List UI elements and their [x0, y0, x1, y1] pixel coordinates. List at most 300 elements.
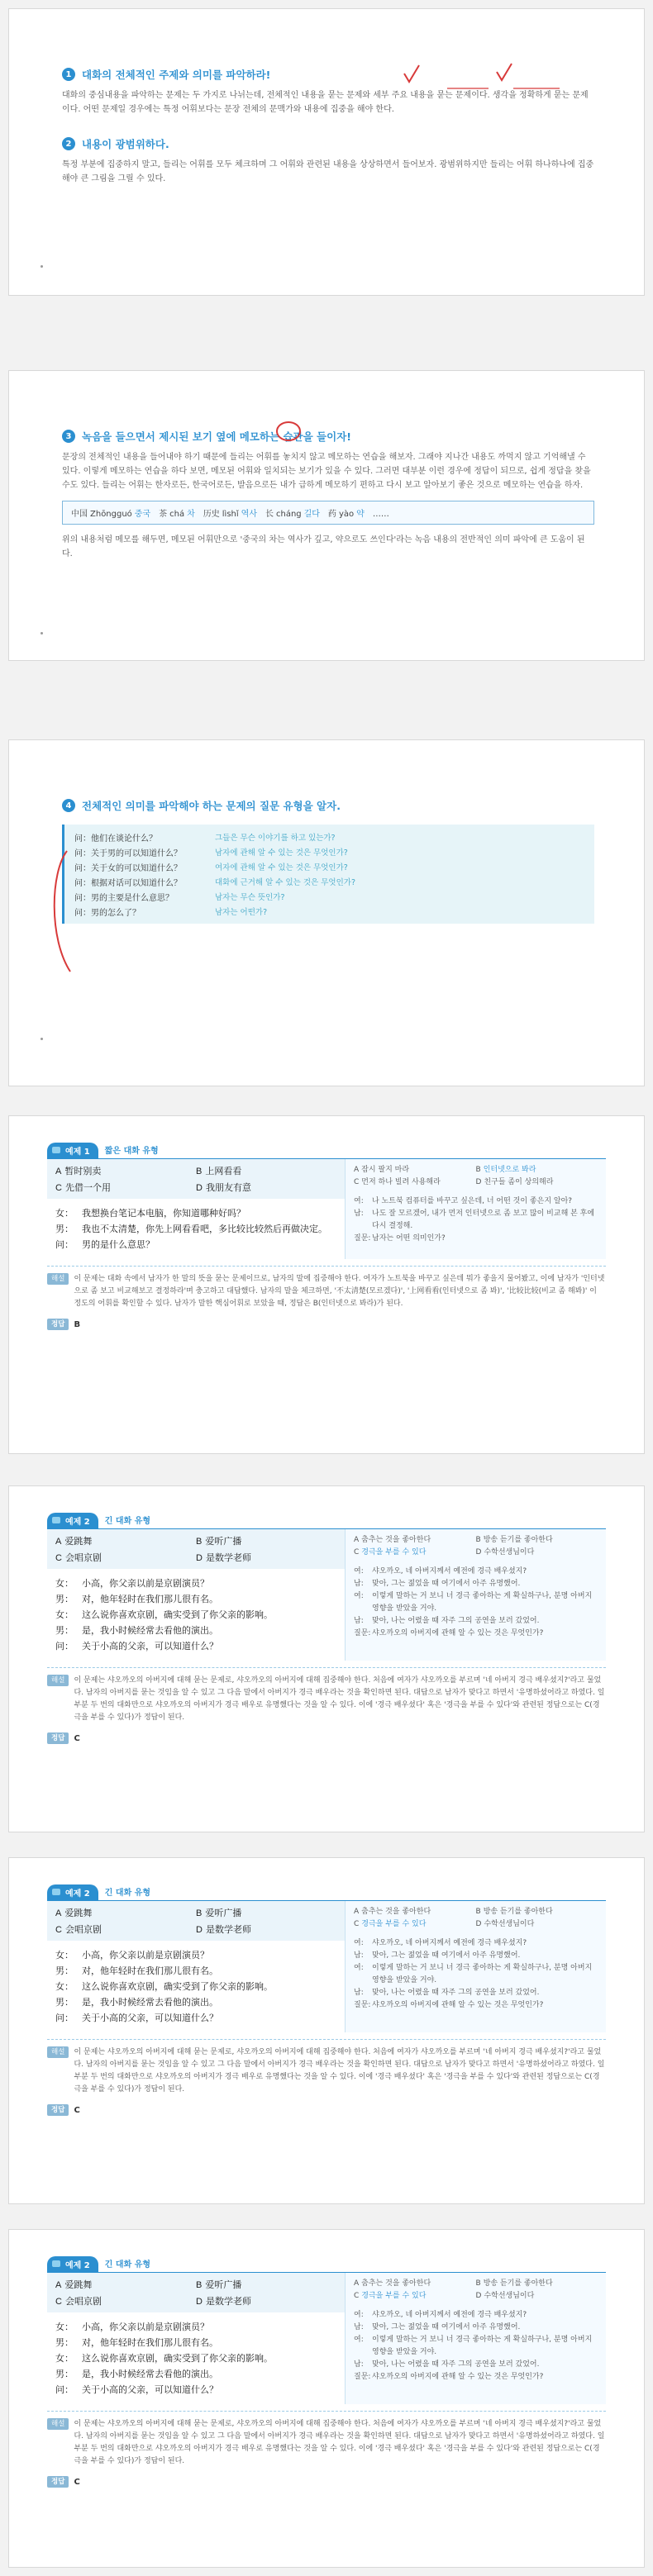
- pinyin-example-box: [62, 501, 594, 525]
- answer-options: [47, 1529, 345, 1569]
- speaker: 남:: [354, 1617, 364, 1625]
- option-letter: B: [196, 1167, 203, 1176]
- explanation-badge: 해설: [47, 2418, 69, 2430]
- option-text: 수학선생님이다: [484, 1920, 535, 1928]
- question-types-box: [62, 825, 594, 924]
- example-header: [47, 1511, 606, 1529]
- pinyin-romanization: yào: [338, 510, 355, 519]
- translated-dialog-line: [354, 1566, 598, 1578]
- option-text: 会唱京剧: [64, 2296, 102, 2307]
- section-number: 1: [62, 68, 75, 81]
- translated-dialog-line: [354, 2334, 598, 2359]
- option-text: 会唱京剧: [64, 1924, 102, 1935]
- explanation: [47, 2411, 606, 2468]
- speaker: 여:: [354, 1197, 364, 1205]
- page-example-1: [8, 1115, 645, 1454]
- option-text: 춤추는 것을 좋아한다: [361, 1908, 431, 1916]
- dialog-line: [55, 1237, 336, 1252]
- option-text: 잠시 팔지 마라: [361, 1166, 410, 1174]
- translated-options: [354, 1164, 598, 1189]
- translated-option-row: [354, 1918, 598, 1931]
- option-text: 방송 듣기를 좋아한다: [483, 2279, 553, 2288]
- answer-options: [47, 2273, 345, 2312]
- section-2-paragraph: 특정 부분에 집중하지 말고, 들리는 어휘를 모두 체크하며 그 어휘와 관련된 내용을 상상하면서 들어보자. 광범위하지만 들리는 어휘 하나하나에 집중해야 큰 그림을 그릴 수 있다.: [62, 160, 594, 183]
- translated-option: [354, 1176, 476, 1189]
- option: [55, 1922, 196, 1936]
- speaker: 女：: [55, 1578, 74, 1589]
- utterance: 这么说你喜欢京剧，确实受到了你父亲的影响。: [82, 2353, 273, 2364]
- pinyin-korean: 약: [356, 510, 365, 519]
- option-text: 爱跳舞: [64, 1908, 93, 1918]
- page-1: [8, 8, 645, 296]
- question-chinese: 问：男的怎么了？: [74, 908, 141, 918]
- question-chinese: 问：他们在谈论什么？: [74, 834, 157, 844]
- option-letter: B: [196, 2280, 203, 2290]
- question-type-row: [74, 889, 584, 904]
- dialog-line: [55, 1979, 336, 1994]
- option-row: [55, 1921, 336, 1937]
- pinyin-korean: 길다: [303, 510, 320, 519]
- question-type-row: [74, 829, 584, 844]
- section-4-heading: [62, 798, 594, 813]
- speaker: 남:: [354, 1580, 364, 1588]
- utterance: 샤오까오의 아버지에 관해 알 수 있는 것은 무엇인가?: [372, 2373, 544, 2381]
- pinyin-korean: 중국: [134, 510, 151, 519]
- translated-option: [354, 2290, 476, 2303]
- option-letter: D: [196, 1553, 203, 1563]
- option-letter: A: [354, 1166, 360, 1174]
- page-example-2: [8, 1485, 645, 1832]
- translated-option-row: [354, 1906, 598, 1918]
- option-letter: C: [354, 2292, 360, 2300]
- speaker: 남:: [354, 1989, 364, 1997]
- option-row: [55, 2276, 336, 2293]
- question-chinese: 问：关于女的可以知道什么？: [74, 863, 182, 873]
- pinyin-korean: 역사: [241, 510, 257, 519]
- question-korean: 남자에 관해 알 수 있는 것은 무엇인가?: [215, 848, 348, 858]
- speaker: 남:: [354, 1951, 364, 1960]
- speaker: 男：: [55, 2337, 74, 2348]
- option-letter: A: [55, 1537, 62, 1547]
- option-letter: C: [55, 1183, 62, 1193]
- translated-option: [354, 1547, 476, 1559]
- translated-option-row: [354, 2290, 598, 2303]
- speaker: 问：: [55, 2384, 74, 2395]
- example-tag: 예제 2: [47, 1513, 98, 1528]
- speaker: 질문:: [354, 1629, 371, 1637]
- translated-option: [476, 1547, 598, 1559]
- option: [196, 1164, 336, 1177]
- utterance: 关于小高的父亲，可以知道什么？: [82, 1641, 218, 1652]
- option-letter: D: [196, 1183, 203, 1193]
- explanation: [47, 1266, 606, 1310]
- section-3-heading: [62, 429, 594, 444]
- question-korean: 남자는 무슨 뜻인가?: [215, 893, 285, 902]
- section-1-paragraph: 대화의 중심내용을 파악하는 문제는 두 가지로 나뉘는데, 전체적인 내용을 묻는 문제와 세부 주요 내용을 묻는 문제이다. 생각을 정확하게 묻는 문제이다. 어떤 문제일 경우에는 특정 어휘보다는 문장 전체의 문맥가와 내용에 집중을 해야 한다.: [62, 91, 589, 114]
- example-header: [47, 1883, 606, 1901]
- section-title: 녹음을 들으면서 제시된 보기 옆에 메모하는 습관을 들이자!: [82, 430, 351, 443]
- option-text: 爱跳舞: [64, 1536, 93, 1547]
- question-chinese: 问：根据对话可以知道什么？: [74, 878, 182, 888]
- answer: [47, 1732, 606, 1744]
- pinyin-hanzi: 茶: [159, 510, 168, 519]
- option-letter: A: [55, 1908, 62, 1918]
- translated-option: [476, 1918, 598, 1931]
- option-letter: B: [196, 1908, 203, 1918]
- option-text: 是数学老师: [205, 2296, 251, 2307]
- translated-dialog: [354, 2309, 598, 2384]
- translation-panel: [345, 2273, 606, 2404]
- translation-panel: [345, 1529, 606, 1661]
- section-2-heading: [62, 136, 594, 151]
- section-1-heading: [62, 67, 594, 82]
- option-letter: D: [475, 2292, 482, 2300]
- utterance: 맞아, 그는 젊었을 때 여기에서 아주 유명했어.: [372, 1951, 521, 1960]
- option: [196, 1551, 336, 1564]
- speaker: 남:: [354, 1210, 364, 1218]
- translated-dialog-line: [354, 1987, 598, 1999]
- option-text: 上网看看: [205, 1166, 242, 1176]
- utterance: 是，我小时候经常去看他的演出。: [82, 1997, 218, 2008]
- option-text: 爱听广播: [205, 2279, 242, 2290]
- option-text: 是数学老师: [205, 1552, 251, 1563]
- option-text: 친구들 좀이 상의해라: [484, 1178, 554, 1186]
- translated-dialog-line: [354, 1208, 598, 1233]
- translated-option: [476, 1906, 598, 1918]
- option-letter: A: [354, 1536, 360, 1544]
- option-letter: C: [354, 1548, 360, 1557]
- pinyin-hanzi: 药: [327, 510, 336, 519]
- option-text: 爱跳舞: [64, 2279, 93, 2290]
- option: [55, 2278, 196, 2291]
- utterance: 맞아, 나는 어렸을 때 자주 그의 공연을 보러 갔었어.: [372, 2360, 540, 2369]
- translated-option-row: [354, 2278, 598, 2290]
- option-letter: A: [55, 1167, 62, 1176]
- example-header: [47, 2255, 606, 2273]
- option-letter: A: [55, 2280, 62, 2290]
- dialog-line: [55, 1591, 336, 1607]
- speaker: 남:: [354, 2323, 364, 2331]
- utterance: 맞아, 그는 젊었을 때 여기에서 아주 유명했어.: [372, 2323, 521, 2331]
- section-number: 4: [62, 799, 75, 812]
- answer: [47, 2476, 606, 2488]
- dialog: [47, 2312, 345, 2404]
- utterance: 小高，你父亲以前是京剧演员？: [82, 1578, 209, 1589]
- utterance: 是，我小时候经常去看他的演出。: [82, 1625, 218, 1636]
- utterance: 남자는 어떤 의미인가?: [372, 1234, 446, 1243]
- utterance: 这么说你喜欢京剧，确实受到了你父亲的影响。: [82, 1981, 273, 1992]
- speaker: 女：: [55, 1950, 74, 1961]
- page-example-2: [8, 1857, 645, 2204]
- example-grid: [47, 1901, 606, 2032]
- translated-dialog-line: [354, 2371, 598, 2384]
- utterance: 맞아, 나는 어렸을 때 자주 그의 공연을 보러 갔었어.: [372, 1617, 540, 1625]
- answer-badge: 정답: [47, 1319, 69, 1330]
- option-text: 爱听广播: [205, 1908, 242, 1918]
- speaker: 女：: [55, 1609, 74, 1620]
- pinyin-korean: 차: [187, 510, 195, 519]
- translated-dialog: [354, 1937, 598, 2012]
- option: [55, 1906, 196, 1919]
- example-tag: 예제 1: [47, 1143, 98, 1158]
- speaker: 女：: [55, 1208, 74, 1219]
- option-letter: B: [475, 1166, 481, 1174]
- utterance: 我想换台笔记本电脑，你知道哪种好吗？: [82, 1208, 245, 1219]
- question-type-row: [74, 844, 584, 859]
- option: [55, 1164, 196, 1177]
- option-row: [55, 1533, 336, 1549]
- explanation: [47, 2039, 606, 2096]
- option-text: 경극을 부를 수 있다: [361, 1548, 427, 1557]
- utterance: 이렇게 말하는 거 보니 너 경극 좋아하는 게 확실하구나, 분명 아버지 영향을 받았을 거야.: [372, 2336, 593, 2356]
- utterance: 男的是什么意思？: [82, 1239, 155, 1250]
- pinyin-hanzi: 中国: [71, 510, 88, 519]
- answer-value: C: [74, 2477, 80, 2487]
- speaker: 男：: [55, 1965, 74, 1976]
- example-header: [47, 1141, 606, 1159]
- option-row: [55, 1549, 336, 1566]
- utterance: 맞아, 그는 젊었을 때 여기에서 아주 유명했어.: [372, 1580, 521, 1588]
- section-title: 내용이 광범위하다.: [82, 138, 169, 150]
- option: [55, 1181, 196, 1194]
- speaker: 问：: [55, 1239, 74, 1250]
- utterance: 맞아, 나는 어렸을 때 자주 그의 공연을 보러 갔었어.: [372, 1989, 540, 1997]
- option-text: 방송 듣기를 좋아한다: [483, 1536, 553, 1544]
- translated-option: [354, 1164, 476, 1176]
- translated-dialog-line: [354, 1615, 598, 1628]
- explanation-badge: 해설: [47, 2046, 69, 2058]
- dialog-line: [55, 1963, 336, 1979]
- translated-option: [476, 1534, 598, 1547]
- explanation-badge: 해설: [47, 1273, 69, 1285]
- translated-option: [476, 1164, 598, 1176]
- dialog-line: [55, 1221, 336, 1237]
- option: [55, 1551, 196, 1564]
- speaker: 男：: [55, 1625, 74, 1636]
- option-letter: A: [354, 1908, 360, 1916]
- example-tag: 예제 2: [47, 2256, 98, 2272]
- translated-option: [354, 1918, 476, 1931]
- speaker: 여:: [354, 1592, 364, 1600]
- speaker: 女：: [55, 1981, 74, 1992]
- option-letter: B: [475, 1908, 481, 1916]
- translated-dialog: [354, 1566, 598, 1640]
- utterance: 샤오까오, 네 아버지께서 예전에 경극 배우셨지?: [372, 2311, 527, 2319]
- utterance: 이렇게 말하는 거 보니 너 경극 좋아하는 게 확실하구나, 분명 아버지 영향을 받았을 거야.: [372, 1964, 593, 1984]
- example-tag: 예제 2: [47, 1884, 98, 1900]
- translated-dialog-line: [354, 1195, 598, 1208]
- utterance: 샤오까오, 네 아버지께서 예전에 경극 배우셨지?: [372, 1939, 527, 1947]
- option: [196, 2294, 336, 2307]
- dialog-line: [55, 2319, 336, 2335]
- section-3-paragraph-2: 위의 내용처럼 메모를 해두면, 메모된 어휘만으로 '중국의 차는 역사가 깊고, 약으로도 쓰인다'라는 녹음 내용의 전반적인 의미 파악에 큰 도움이 된다.: [62, 535, 585, 558]
- explanation: [47, 1667, 606, 1724]
- page-example-2: [8, 2229, 645, 2568]
- explanation-badge: 해설: [47, 1675, 69, 1686]
- translated-options: [354, 2278, 598, 2303]
- option-text: 방송 듣기를 좋아한다: [483, 1908, 553, 1916]
- utterance: 是，我小时候经常去看他的演出。: [82, 2369, 218, 2379]
- option: [55, 1534, 196, 1547]
- question-type-row: [74, 859, 584, 874]
- example-grid: [47, 1159, 606, 1259]
- option-text: 경극을 부를 수 있다: [361, 1920, 427, 1928]
- translated-option-row: [354, 1164, 598, 1176]
- option-text: 경극을 부를 수 있다: [361, 2292, 427, 2300]
- dialog: [47, 1199, 345, 1259]
- pinyin-hanzi: 历史: [203, 510, 220, 519]
- example-title: 짧은 대화 유형: [104, 1147, 159, 1156]
- answer: [47, 1319, 606, 1330]
- utterance: 对，他年轻时在我们那儿很有名。: [82, 2337, 218, 2348]
- utterance: 샤오까오의 아버지에 관해 알 수 있는 것은 무엇인가?: [372, 2001, 544, 2009]
- translated-dialog: [354, 1195, 598, 1245]
- option-text: 수학선생님이다: [484, 2292, 535, 2300]
- option: [196, 1922, 336, 1936]
- explanation-text: 이 문제는 샤오까오의 아버지에 대해 묻는 문제로, 샤오까오의 아버지에 대해 집중해야 한다. 처음에 여자가 샤오까오를 부르며 '네 아버지 경극 배우셨지?'라고 물었다. 남자의 아버지를 묻는 것임을 알 수 있고 그 다음 말에서 아버지가 경극 배우라는 것을 확인하면 된다. 대답으로 남자가 맞다고 하면서 '유명하셨어라고 하였다. 일부분 두 번의 대화만으로 샤오까오의 아버지가 경극 배우로 유명했다는 것을 알 수 있다. 이에 '경극 배우셨다' 혹은 '경극을 부를 수 있다'와 관련된 정답으로는 C(경극을 부를 수 있다)가 정답이 된다.: [74, 1676, 605, 1722]
- question-type-row: [74, 874, 584, 889]
- option-row: [55, 2293, 336, 2309]
- answer-options: [47, 1901, 345, 1941]
- question-korean: 대화에 근거해 알 수 있는 것은 무엇인가?: [215, 878, 355, 887]
- speaker: 男：: [55, 2369, 74, 2379]
- pinyin-hanzi: 长: [265, 510, 274, 519]
- translated-dialog-line: [354, 1999, 598, 2012]
- example-grid: [47, 1529, 606, 1661]
- speaker: 여:: [354, 1567, 364, 1576]
- speaker: 问：: [55, 2013, 74, 2023]
- dialog-line: [55, 2010, 336, 2026]
- speaker: 男：: [55, 1224, 74, 1234]
- answer-value: C: [74, 1733, 80, 1743]
- explanation-text: 이 문제는 샤오까오의 아버지에 대해 묻는 문제로, 샤오까오의 아버지에 대해 집중해야 한다. 처음에 여자가 샤오까오를 부르며 '네 아버지 경극 배우셨지?'라고 물었다. 남자의 아버지를 묻는 것임을 알 수 있고 그 다음 말에서 아버지가 경극 배우라는 것을 확인하면 된다. 대답으로 남자가 맞다고 하면서 '유명하셨어라고 하였다. 일부분 두 번의 대화만으로 샤오까오의 아버지가 경극 배우로 유명했다는 것을 알 수 있다. 이에 '경극 배우셨다' 혹은 '경극을 부를 수 있다'와 관련된 정답으로는 C(경극을 부를 수 있다)가 정답이 된다.: [74, 2420, 605, 2465]
- option-text: 인터넷으로 봐라: [483, 1166, 536, 1174]
- dialog-line: [55, 1205, 336, 1221]
- option-row: [55, 1179, 336, 1195]
- translated-dialog-line: [354, 1937, 598, 1950]
- speaker: 여:: [354, 1964, 364, 1972]
- dialog-line: [55, 1607, 336, 1623]
- option-text: 춤추는 것을 좋아한다: [361, 2279, 431, 2288]
- option-text: 춤추는 것을 좋아한다: [361, 1536, 431, 1544]
- utterance: 샤오까오, 네 아버지께서 예전에 경극 배우셨지?: [372, 1567, 527, 1576]
- pinyin-romanization: chá: [169, 510, 185, 519]
- speaker: 질문:: [354, 2373, 371, 2381]
- dialog-line: [55, 2366, 336, 2382]
- dialog-line: [55, 1576, 336, 1591]
- option-text: 会唱京剧: [64, 1552, 102, 1563]
- answer: [47, 2104, 606, 2116]
- option-text: 爱听广播: [205, 1536, 242, 1547]
- translated-dialog-line: [354, 1590, 598, 1615]
- translated-option: [476, 1176, 598, 1189]
- utterance: 对，他年轻时在我们那儿很有名。: [82, 1594, 218, 1604]
- option: [55, 2294, 196, 2307]
- translated-option: [476, 2290, 598, 2303]
- translated-option: [354, 1534, 476, 1547]
- translated-dialog-line: [354, 2322, 598, 2334]
- speaker: 질문:: [354, 1234, 371, 1243]
- translated-options: [354, 1906, 598, 1931]
- utterance: 关于小高的父亲，可以知道什么？: [82, 2384, 218, 2395]
- question-korean: 그들은 무슨 이야기를 하고 있는가?: [215, 834, 336, 843]
- speaker: 男：: [55, 1997, 74, 2008]
- translated-option: [476, 2278, 598, 2290]
- question-korean: 여자에 관해 알 수 있는 것은 무엇인가?: [215, 863, 348, 872]
- example-title: 긴 대화 유형: [104, 1517, 151, 1526]
- option-letter: C: [354, 1178, 360, 1186]
- utterance: 이렇게 말하는 거 보니 너 경극 좋아하는 게 확실하구나, 분명 아버지 영향을 받았을 거야.: [372, 1592, 593, 1613]
- dialog-line: [55, 2350, 336, 2366]
- utterance: 关于小高的父亲，可以知道什么？: [82, 2013, 218, 2023]
- dialog: [47, 1569, 345, 1661]
- option-text: 먼저 하나 빌려 사용해라: [361, 1178, 441, 1186]
- speaker: 여:: [354, 2336, 364, 2344]
- option-letter: C: [354, 1920, 360, 1928]
- question-chinese: 问：关于男的可以知道什么？: [74, 848, 182, 858]
- example-title: 긴 대화 유형: [104, 1889, 151, 1898]
- section-3-paragraph: 문장의 전체적인 내용을 들어내야 하기 때문에 들리는 어휘를 놓치지 않고 메모하는 연습을 해보자. 그래야 지나간 내용도 까먹지 않고 기억해낼 수 있다. 이렇게 메모하는 연습을 하다 보면, 메모된 어휘와 일치되는 보기가 있을 수 있다. 그러면 대부분 이런 경우에 정답이 되므로, 쉽게 정답을 찾을 수도 있다. 들리는 어휘는 한자로든, 한국어로든, 발음으로든 내가 급하게 메모하기 편하고 다시 보고 알아보기 좋은 것으로 메모하는 연습을 하자.: [62, 453, 591, 490]
- answer-badge: 정답: [47, 2476, 69, 2488]
- option-row: [55, 1162, 336, 1179]
- speaker: 问：: [55, 1641, 74, 1652]
- option: [196, 1534, 336, 1547]
- translated-option: [354, 1906, 476, 1918]
- answer-badge: 정답: [47, 2104, 69, 2116]
- dialog-line: [55, 2335, 336, 2350]
- speaker: 남:: [354, 2360, 364, 2369]
- dialog-line: [55, 1638, 336, 1654]
- option-letter: C: [55, 2297, 62, 2307]
- translated-option-row: [354, 1547, 598, 1559]
- answer-value: B: [74, 1319, 81, 1329]
- option-letter: D: [475, 1920, 482, 1928]
- answer-badge: 정답: [47, 1732, 69, 1744]
- option-text: 暂时别卖: [64, 1166, 102, 1176]
- speaker: 女：: [55, 2322, 74, 2332]
- dialog-line: [55, 1947, 336, 1963]
- speaker: 여:: [354, 2311, 364, 2319]
- dialog-line: [55, 1623, 336, 1638]
- translated-dialog-line: [354, 2309, 598, 2322]
- translated-dialog-line: [354, 1233, 598, 1245]
- option: [196, 2278, 336, 2291]
- example-title: 긴 대화 유형: [104, 2260, 151, 2269]
- translated-dialog-line: [354, 2359, 598, 2371]
- option-letter: B: [475, 1536, 481, 1544]
- option: [196, 1181, 336, 1194]
- translated-dialog-line: [354, 1578, 598, 1590]
- option-letter: A: [354, 2279, 360, 2288]
- pinyin-tail: ……: [372, 510, 389, 519]
- translation-panel: [345, 1159, 606, 1259]
- pinyin-romanization: lìshǐ: [222, 510, 239, 519]
- option-letter: B: [196, 1537, 203, 1547]
- translated-dialog-line: [354, 1950, 598, 1962]
- option-letter: C: [55, 1925, 62, 1935]
- option-text: 是数学老师: [205, 1924, 251, 1935]
- question-chinese: 问：男的主要是什么意思？: [74, 893, 174, 903]
- speaker: 女：: [55, 2353, 74, 2364]
- section-title: 전체적인 의미를 파악해야 하는 문제의 질문 유형을 알자.: [82, 800, 341, 812]
- utterance: 小高，你父亲以前是京剧演员？: [82, 1950, 209, 1961]
- explanation-text: 이 문제는 대화 속에서 남자가 한 말의 뜻을 묻는 문제이므로, 남자의 말에 집중해야 한다. 여자가 노트북을 바꾸고 싶은데 뭐가 좋을지 물어봤고, 이에 남자가 '인터넷으로 좀 보고 비교해보고 결정하라'며 충고하고 대답했다. 남자의 말을 체크하면, '不太清楚(모르겠다)', '上网看看(인터넷으로 좀 봐)', '比较比较(비교 좀 해봐)' 이 정도의 어휘를 확인할 수 있다. 남자가 말한 핵심어휘로 보았을 때, 정답은 B(인터넷으로 봐라)가 된다.: [74, 1275, 605, 1308]
- utterance: 샤오까오의 아버지에 관해 알 수 있는 것은 무엇인가?: [372, 1629, 544, 1637]
- page-2: [8, 370, 645, 661]
- utterance: 나 노트북 컴퓨터를 바꾸고 싶은데, 너 어떤 것이 좋은지 알아?: [372, 1197, 573, 1205]
- utterance: 我也不太清楚，你先上网看看吧，多比较比较然后再做决定。: [82, 1224, 327, 1234]
- speaker: 男：: [55, 1594, 74, 1604]
